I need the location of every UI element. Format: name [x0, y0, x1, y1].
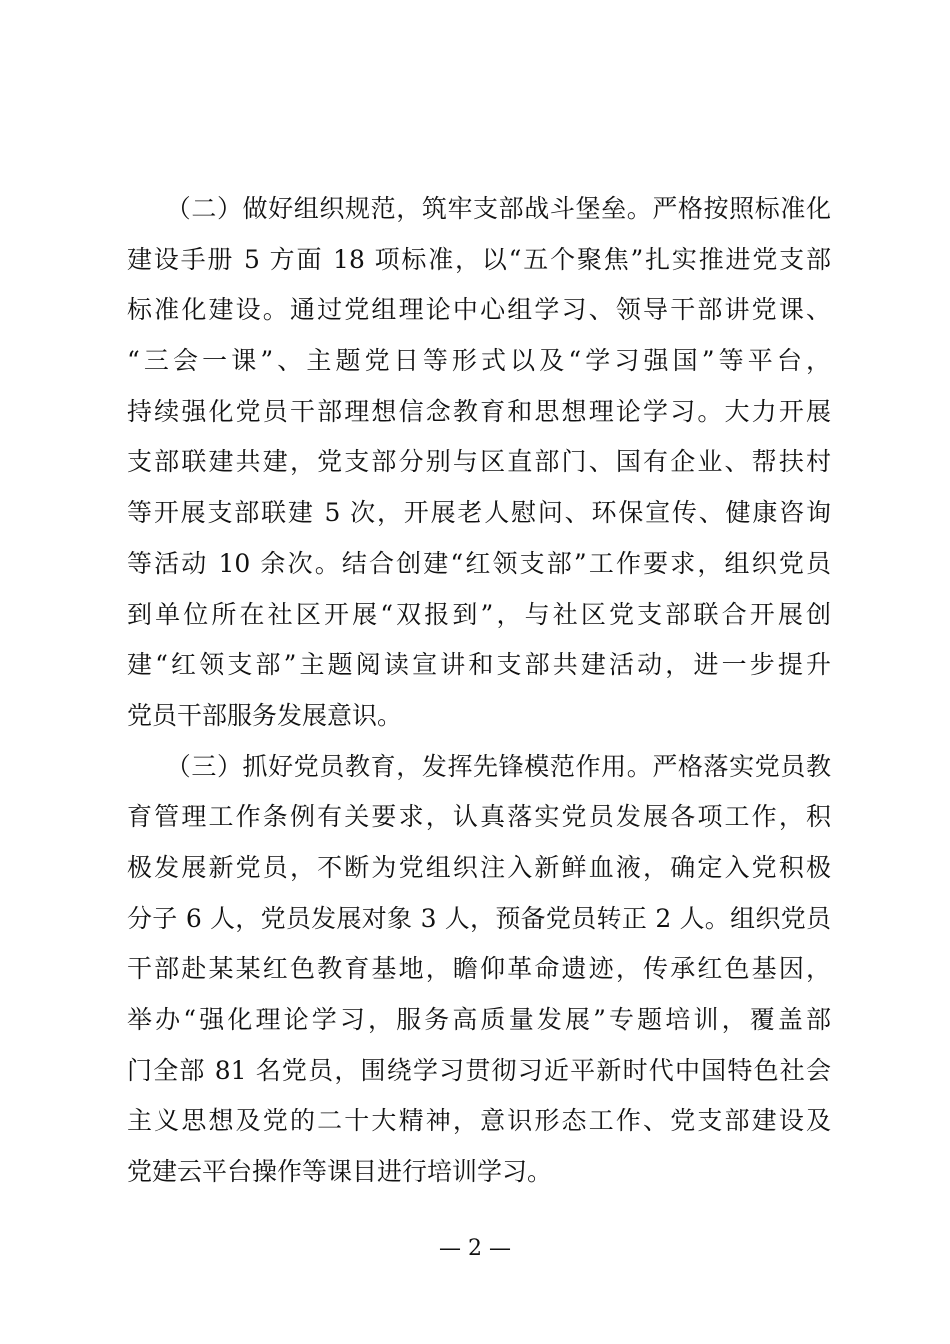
- text-line: 干部赴某某红色教育基地，瞻仰革命遗迹，传承红色基因，: [127, 954, 831, 984]
- text-line: 等开展支部联建 5 次，开展老人慰问、环保宣传、健康咨询: [127, 498, 831, 528]
- text-line: 分子 6 人，党员发展对象 3 人，预备党员转正 2 人。组织党员: [127, 903, 831, 933]
- text-line: “三会一课”、主题党日等形式以及“学习强国”等平台，: [127, 346, 831, 376]
- text-line: 建设手册 5 方面 18 项标准，以“五个聚焦”扎实推进党支部: [127, 244, 831, 274]
- text-line: 支部联建共建，党支部分别与区直部门、国有企业、帮扶村: [127, 447, 831, 477]
- page-number: — 2 —: [439, 1236, 511, 1261]
- text-line: （三）抓好党员教育，发挥先锋模范作用。严格落实党员教: [127, 751, 831, 781]
- text-line: 党建云平台操作等课目进行培训学习。: [127, 1157, 553, 1187]
- text-line: 标准化建设。通过党组理论中心组学习、领导干部讲党课、: [127, 295, 831, 325]
- text-line: 育管理工作条例有关要求，认真落实党员发展各项工作，积: [127, 802, 831, 832]
- text-line: 到单位所在社区开展“双报到”，与社区党支部联合开展创: [127, 599, 831, 629]
- text-line: 持续强化党员干部理想信念教育和思想理论学习。大力开展: [127, 396, 831, 426]
- text-line: 极发展新党员，不断为党组织注入新鲜血液，确定入党积极: [127, 852, 831, 882]
- text-line: 等活动 10 余次。结合创建“红领支部”工作要求，组织党员: [127, 548, 831, 578]
- paragraph-organization-standards: [127, 184, 831, 742]
- text-line: 党员干部服务发展意识。: [127, 700, 403, 730]
- paragraph-member-education: [127, 742, 831, 1198]
- text-line: 主义思想及党的二十大精神，意识形态工作、党支部建设及: [127, 1106, 831, 1136]
- text-line: （二）做好组织规范，筑牢支部战斗堡垒。严格按照标准化: [127, 194, 831, 223]
- text-line: 门全部 81 名党员，围绕学习贯彻习近平新时代中国特色社会: [127, 1055, 831, 1085]
- text-line: 举办“强化理论学习，服务高质量发展”专题培训，覆盖部: [127, 1005, 831, 1034]
- text-line: 建“红领支部”主题阅读宣讲和支部共建活动，进一步提升: [127, 650, 831, 680]
- document-body: [127, 184, 831, 1198]
